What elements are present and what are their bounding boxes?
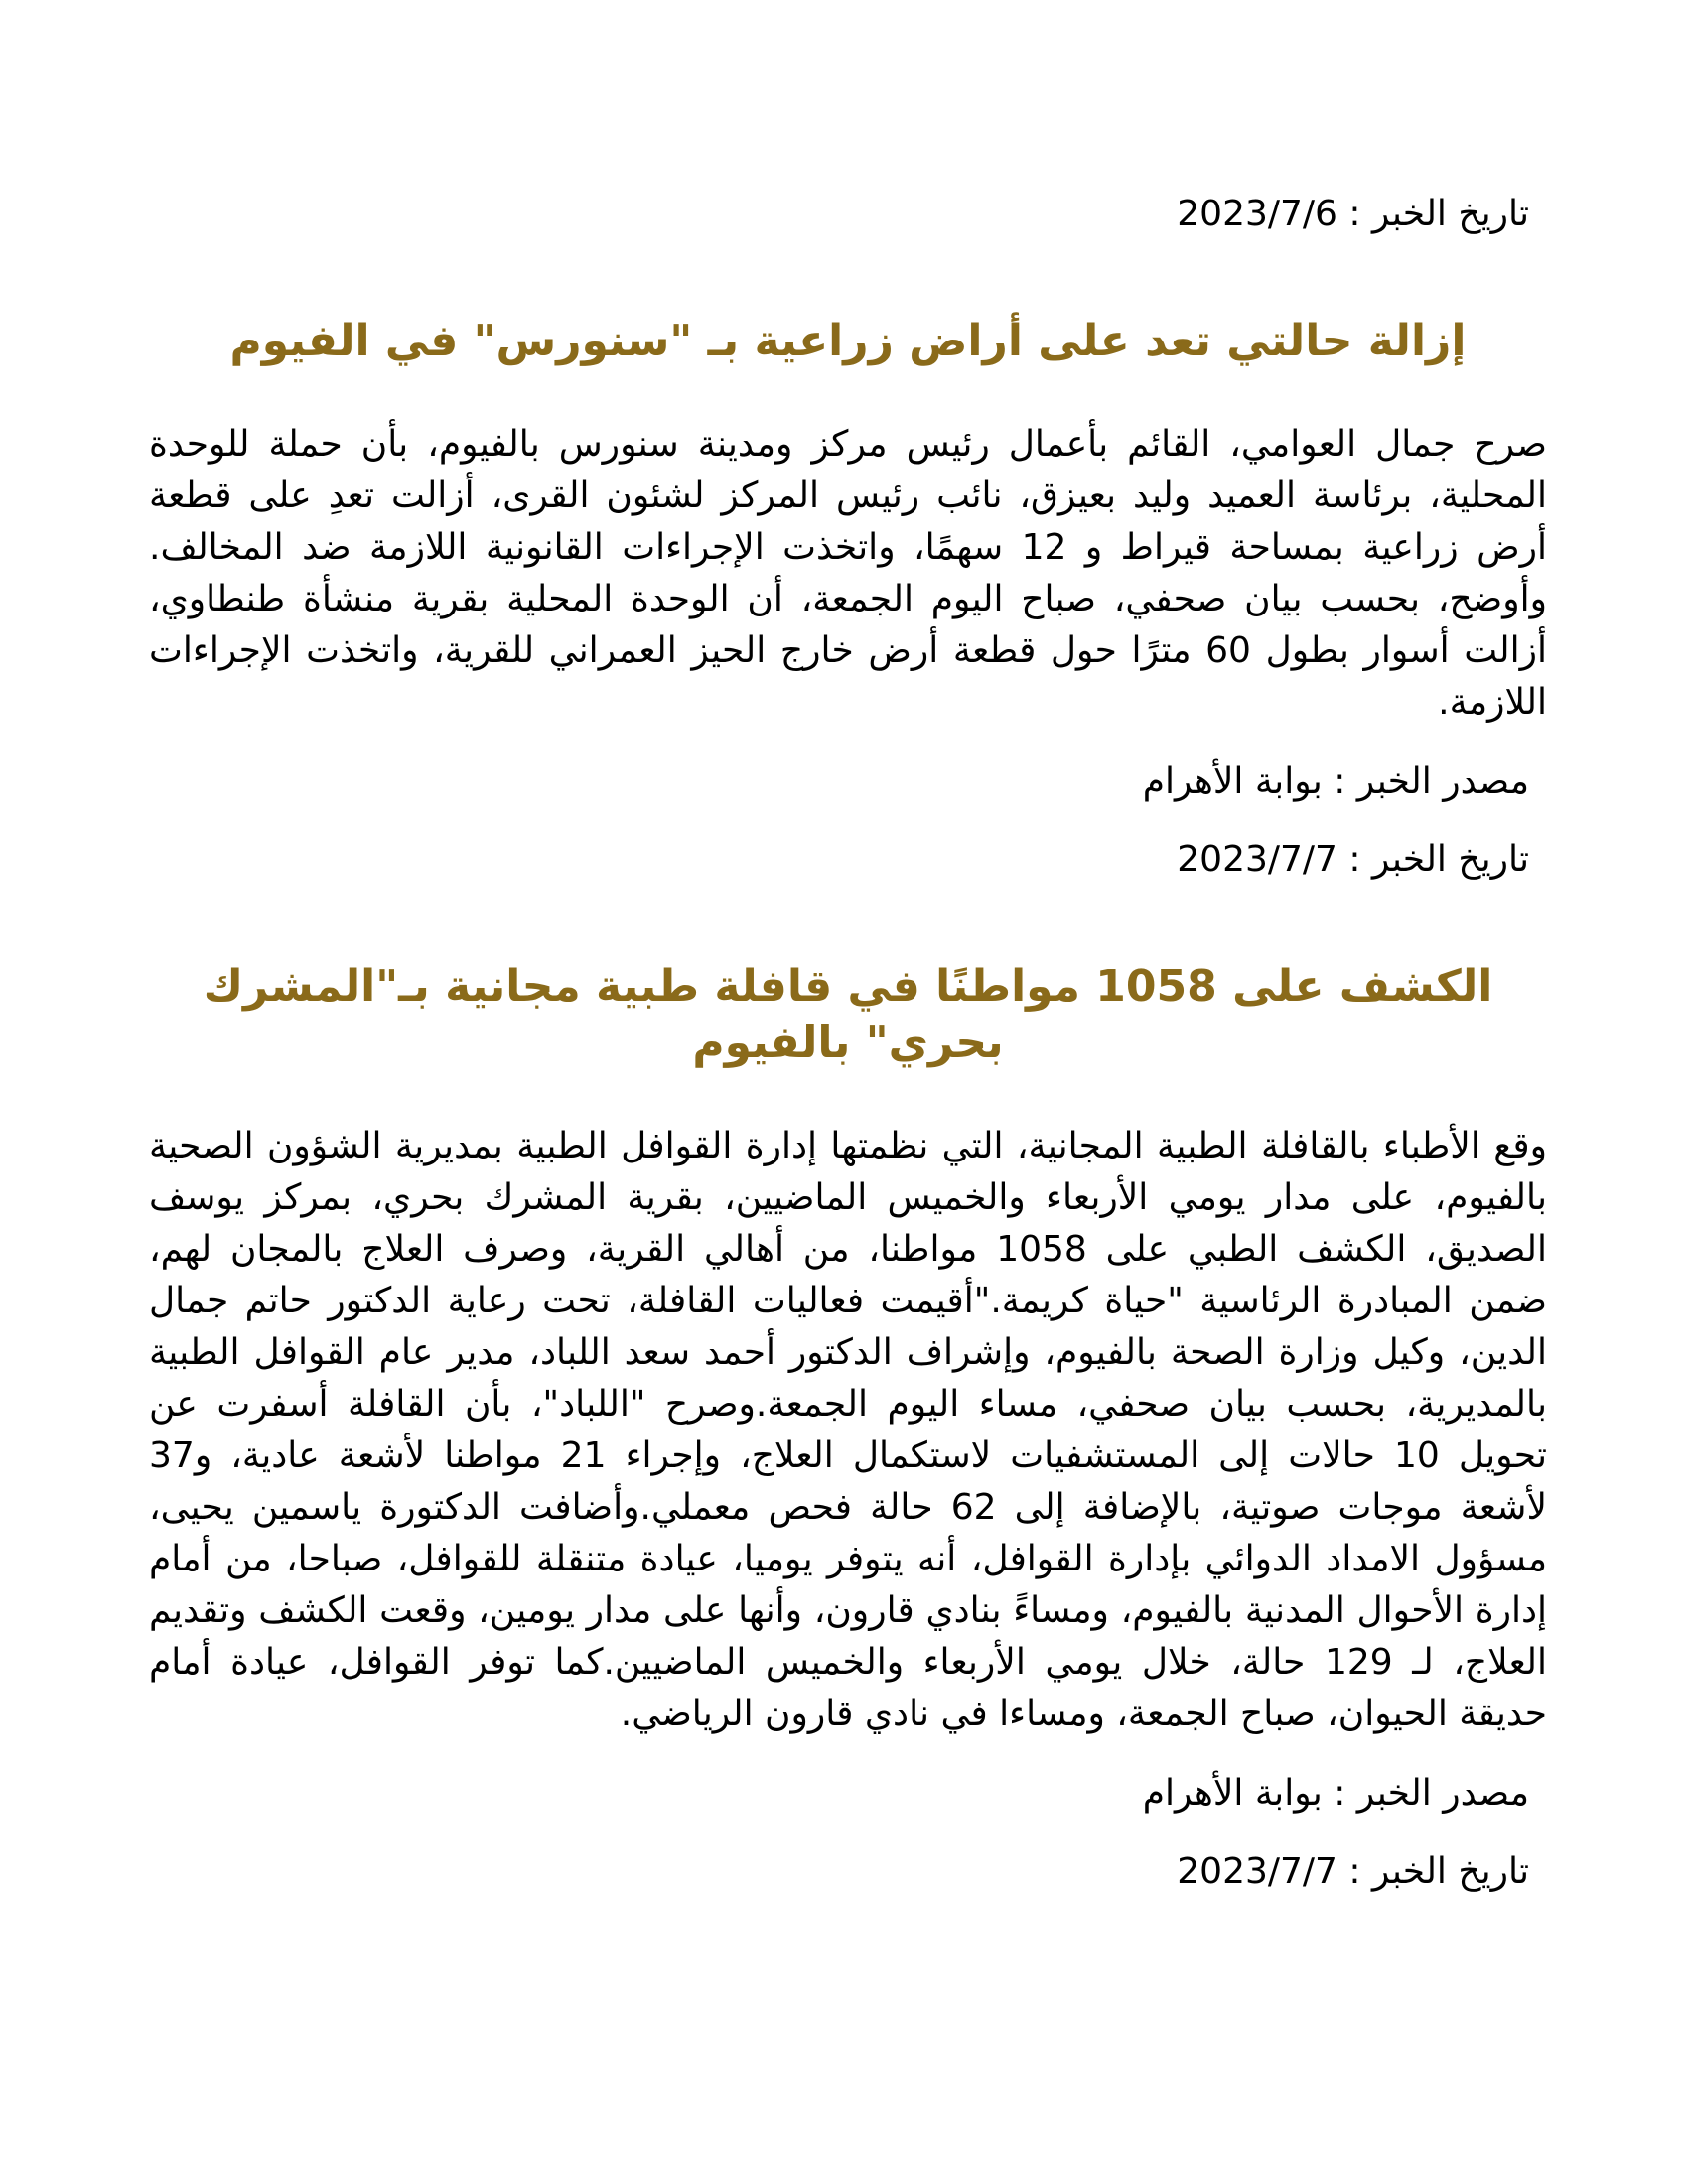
- news-date-1: تاريخ الخبر : 2023/7/6: [1177, 194, 1529, 234]
- article-body-1: صرح جمال العوامي، القائم بأعمال رئيس مركز ومدينة سنورس بالفيوم، بأن حملة للوحدة المحلية، برئاسة العميد وليد بعيزق، نائب رئيس المركز لشئون القرى، أزالت تعدِ على قطعة أرض زراعية بمساحة قيراط و 12 سهمًا، واتخذت الإجراءات القانونية اللازمة ضد المخالف. وأوضح، بحسب بيان صحفي، صباح اليوم الجمعة، أن الوحدة المحلية بقرية منشأة طنطاوي، أزالت أسوار بطول 60 مترًا حول قطعة أرض خارج الحيز العمراني للقرية، واتخذت الإجراءات اللازمة.: [149, 423, 1547, 723]
- headline-article-1: إزالة حالتي تعد على أراض زراعية بـ "سنورس" في الفيوم: [229, 315, 1467, 366]
- article-body-2: وقع الأطباء بالقافلة الطبية المجانية، التي نظمتها إدارة القوافل الطبية بمديرية الشؤون الصحية بالفيوم، على مدار يومي الأربعاء والخميس الماضيين، بقرية المشرك بحري، بمركز يوسف الصديق، الكشف الطبي على 1058 مواطنا، من أهالي القرية، وصرف العلاج بالمجان لهم، ضمن المبادرة الرئاسية "حياة كريمة."أقيمت فعاليات القافلة، تحت رعاية الدكتور حاتم جمال الدين، وكيل وزارة الصحة بالفيوم، وإشراف الدكتور أحمد سعد اللباد، مدير عام القوافل الطبية بالمديرية، بحسب بيان صحفي، مساء اليوم الجمعة.وصرح "اللباد"، بأن القافلة أسفرت عن تحويل 10 حالات إلى المستشفيات لاستكمال العلاج، وإجراء 21 مواطنا لأشعة عادية، و37 لأشعة موجات صوتية، بالإضافة إلى 62 حالة فحص معملي.وأضافت الدكتورة ياسمين يحيى، مسؤول الامداد الدوائي بإدارة القوافل، أنه يتوفر يوميا، عيادة متنقلة للقوافل، صباحا، من أمام إدارة الأحوال المدنية بالفيوم، ومساءً بنادي قارون، وأنها على مدار يومين، وقعت الكشف وتقديم العلاج، لـ 129 حالة، خلال يومي الأربعاء والخميس الماضيين.كما توفر القوافل، عيادة أمام حديقة الحيوان، صباح الجمعة، ومساءا في نادي قارون الرياضي.: [149, 1126, 1547, 1735]
- news-date-2: تاريخ الخبر : 2023/7/7: [1177, 839, 1529, 881]
- headline-article-2: الكشف على 1058 مواطنًا في قافلة طبية مجانية بـ"المشرك بحري" بالفيوم: [203, 960, 1493, 1069]
- news-source-1: مصدر الخبر : بوابة الأهرام: [1142, 760, 1529, 802]
- news-date-3: تاريخ الخبر : 2023/7/7: [1177, 1850, 1529, 1892]
- news-source-2: مصدر الخبر : بوابة الأهرام: [1142, 1773, 1529, 1815]
